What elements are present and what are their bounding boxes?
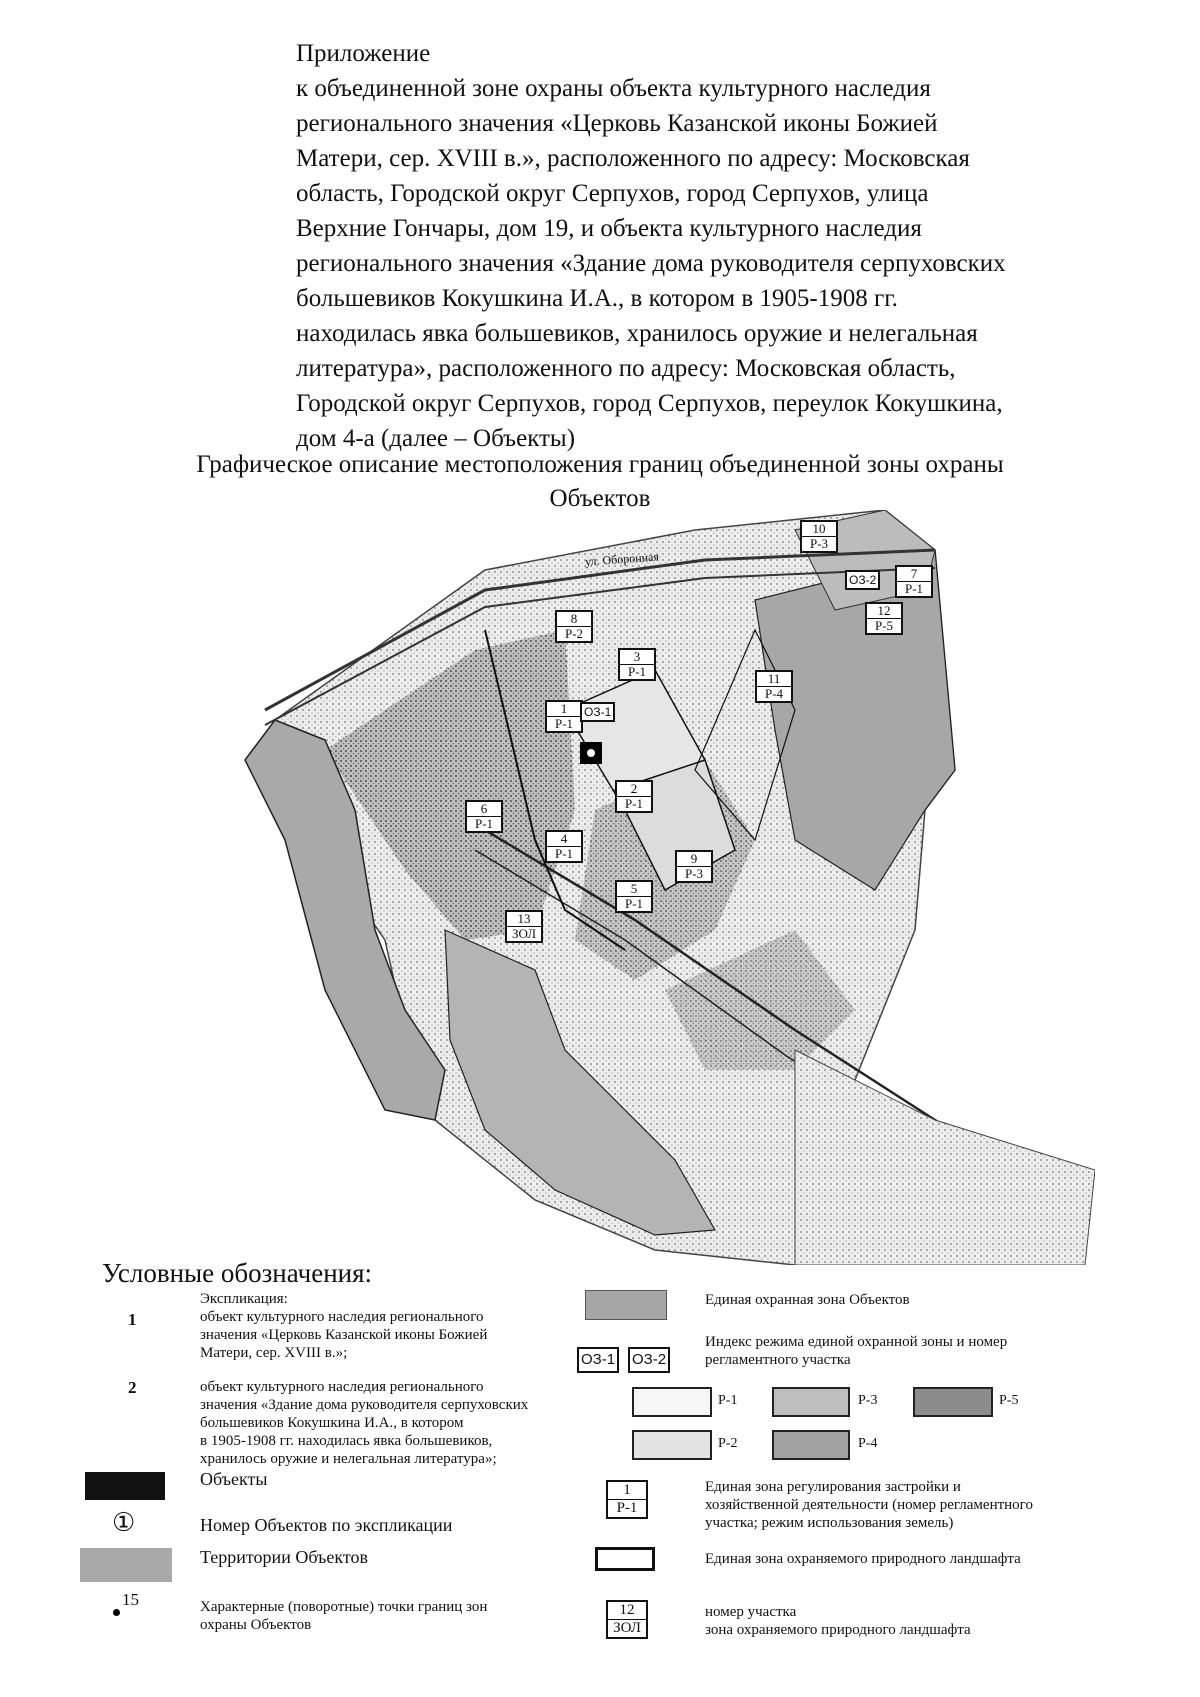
legend-point-num: 15 (122, 1590, 139, 1609)
map-index-oz1: ОЗ-1 (580, 702, 615, 722)
object-1-number (587, 749, 595, 757)
legend-reg-zone-text: Единая зона регулирования застройки и хозяйственной деятельности (номер регламентного участка; режим использования земель) (705, 1479, 1033, 1531)
zoning-map (235, 510, 1095, 1265)
legend-objects-number-label: Номер Объектов по экспликации (200, 1515, 453, 1535)
header-line: к объединенной зоне охраны объекта культурного наследия (296, 75, 931, 102)
zone-label-10: 10 Р-3 (800, 520, 838, 553)
legend-landscape-label: Единая зона охраняемого природного ландшафта (705, 1551, 1021, 1567)
header-line: Матери, сер. XVIII в.», расположенного по адресу: Московская (296, 145, 970, 172)
zone-label-2: 2 Р-1 (615, 780, 653, 813)
map-index-oz2: ОЗ-2 (845, 570, 880, 590)
zone-label-7: 7 Р-1 (895, 565, 933, 598)
header-line: регионального значения «Здание дома руководителя серпуховских (296, 250, 1006, 277)
legend-index-oz1: ОЗ-1 (577, 1347, 619, 1373)
legend-objects-label: Объекты (200, 1469, 268, 1489)
legend-zol-fraction: 12 ЗОЛ (606, 1600, 648, 1639)
header-line: регионального значения «Церковь Казанской иконы Божией (296, 110, 938, 137)
legend-zol-text: номер участка зона охраняемого природного ландшафта (705, 1604, 971, 1638)
legend-index-oz2: ОЗ-2 (628, 1347, 670, 1373)
zone-label-8: 8 Р-2 (555, 610, 593, 643)
legend-item1-num: 1 (128, 1310, 137, 1329)
header-line: Верхние Гончары, дом 19, и объекта культурного наследия (296, 215, 922, 242)
zone-label-5: 5 Р-1 (615, 880, 653, 913)
legend-label-r4: Р-4 (858, 1436, 878, 1451)
zone-label-4: 4 Р-1 (545, 830, 583, 863)
legend-label-r3: Р-3 (858, 1393, 878, 1408)
zone-label-12: 12 Р-5 (865, 602, 903, 635)
header-line: Городской округ Серпухов, город Серпухов, переулок Кокушкина, (296, 390, 1003, 417)
map-canvas (235, 510, 1095, 1265)
legend-label-r1: Р-1 (718, 1393, 738, 1408)
legend-territories-label: Территории Объектов (200, 1547, 368, 1567)
legend-swatch-r5 (913, 1387, 993, 1417)
legend-unified-zone-label: Единая охранная зона Объектов (705, 1292, 910, 1308)
zone-label-13: 13 ЗОЛ (505, 910, 543, 943)
zone-label-11: 11 Р-4 (755, 670, 793, 703)
legend-item1-text: объект культурного наследия регионального значения «Церковь Казанской иконы Божией Матери, сер. XVIII в.»; (200, 1309, 488, 1361)
header-line: дом 4-а (далее – Объекты) (296, 425, 576, 452)
map-title-line2: Объектов (549, 485, 651, 512)
legend-label-r2: Р-2 (718, 1436, 738, 1451)
legend-points-text: Характерные (поворотные) точки границ зон охраны Объектов (200, 1599, 488, 1633)
header-line: литература», расположенного по адресу: Московская область, (296, 355, 956, 382)
legend-swatch-r4 (772, 1430, 850, 1460)
header-line: Приложение (296, 40, 431, 67)
map-title-line1: Графическое описание местоположения границ объединенной зоны охраны (196, 451, 1004, 478)
legend-index-text: Индекс режима единой охранной зоны и номер регламентного участка (705, 1334, 1008, 1368)
map-title (0, 448, 1200, 516)
legend-point-dot-icon (113, 1609, 120, 1616)
legend-swatch-r3 (772, 1387, 850, 1417)
header-line: большевиков Кокушкина И.А., в котором в 1905-1908 гг. (296, 285, 898, 312)
legend-expl-heading: Экспликация: (200, 1291, 288, 1307)
legend-objects-swatch (85, 1472, 165, 1500)
header-line: находилась явка большевиков, хранилось оружие и нелегальная (296, 320, 978, 347)
street-label: ул. Оборонная (584, 549, 660, 569)
legend-label-r5: Р-5 (999, 1393, 1019, 1408)
legend-unified-zone-swatch (585, 1290, 667, 1320)
legend-swatch-r1 (632, 1387, 712, 1417)
zone-label-6: 6 Р-1 (465, 800, 503, 833)
annex-header (296, 36, 1116, 456)
legend-reg-zone-fraction: 1 Р-1 (606, 1480, 648, 1519)
legend-circle-number-icon: ① (112, 1508, 136, 1538)
legend-item2-text: объект культурного наследия регионального значения «Здание дома руководителя серпуховских большевиков Кокушкина И.А., в котором в 1905-1908 гг. находилась явка большевиков, хранилось оружие и нелегальная литература»; (200, 1379, 529, 1467)
legend-title: Условные обозначения: (102, 1258, 373, 1288)
zone-label-9: 9 Р-3 (675, 850, 713, 883)
legend-landscape-swatch (595, 1547, 655, 1571)
header-line: область, Городской округ Серпухов, город Серпухов, улица (296, 180, 929, 207)
legend-swatch-r2 (632, 1430, 712, 1460)
legend-item2-num: 2 (128, 1378, 137, 1397)
zone-label-3: 3 Р-1 (618, 648, 656, 681)
zone-label-1: 1 Р-1 (545, 700, 583, 733)
map-tail (795, 1050, 1095, 1265)
legend-territories-swatch (80, 1548, 172, 1582)
